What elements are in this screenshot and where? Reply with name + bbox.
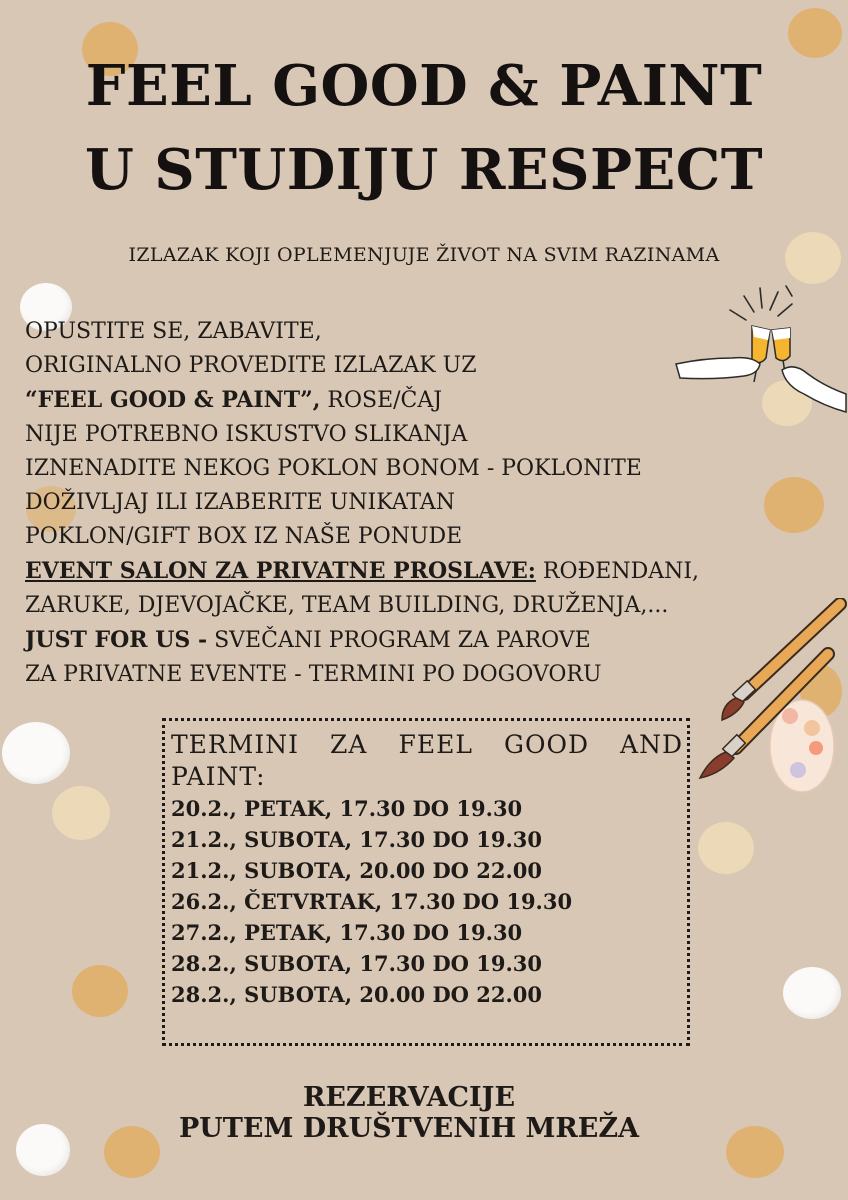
description-line xyxy=(25,623,845,658)
reservation-line-1: REZERVACIJE xyxy=(302,1082,516,1113)
event-salon-heading: EVENT SALON ZA PRIVATNE PROSLAVE: xyxy=(25,558,536,584)
description-line: POKLON/GIFT BOX IZ NAŠE PONUDE xyxy=(25,524,463,549)
schedule-slot: 21.2., SUBOTA, 20.00 DO 22.00 xyxy=(171,858,543,883)
schedule-slot: 26.2., ČETVRTAK, 17.30 DO 19.30 xyxy=(171,889,573,914)
decorative-dot xyxy=(72,965,128,1017)
schedule-box xyxy=(162,718,690,1046)
decorative-dot xyxy=(783,967,841,1019)
reservation-info xyxy=(0,1082,818,1144)
schedule-title: TERMINI ZA FEEL GOOD AND PAINT: xyxy=(171,730,683,791)
just-for-us-heading: JUST FOR US - xyxy=(25,627,208,653)
description-line: ZA PRIVATNE EVENTE - TERMINI PO DOGOVORU xyxy=(25,662,602,687)
description-line: IZNENADITE NEKOG POKLON BONOM - POKLONITE xyxy=(25,456,642,481)
title-line-1: FEEL GOOD & PAINT xyxy=(85,53,763,119)
page-title xyxy=(0,44,848,212)
event-name: “FEEL GOOD & PAINT”, xyxy=(25,387,321,413)
schedule-slot: 27.2., PETAK, 17.30 DO 19.30 xyxy=(171,920,523,945)
schedule-slot: 20.2., PETAK, 17.30 DO 19.30 xyxy=(171,796,523,821)
subtitle: IZLAZAK KOJI OPLEMENJUJE ŽIVOT NA SVIM RAZINAMA xyxy=(128,244,720,266)
drinks-text: ROSE/ČAJ xyxy=(320,388,443,413)
description-line xyxy=(25,554,845,589)
reservation-line-2: PUTEM DRUŠTVENIH MREŽA xyxy=(178,1113,640,1144)
schedule-slot: 21.2., SUBOTA, 17.30 DO 19.30 xyxy=(171,827,543,852)
decorative-dot xyxy=(52,786,110,840)
schedule-slot: 28.2., SUBOTA, 17.30 DO 19.30 xyxy=(171,951,543,976)
schedule-slot: 28.2., SUBOTA, 20.00 DO 22.00 xyxy=(171,982,543,1007)
description xyxy=(25,315,845,692)
title-line-2: U STUDIJU RESPECT xyxy=(84,137,764,203)
decorative-dot xyxy=(698,822,754,874)
description-line: OPUSTITE SE, ZABAVITE, xyxy=(25,319,322,344)
description-line: ZARUKE, DJEVOJAČKE, TEAM BUILDING, DRUŽENJA,... xyxy=(25,593,669,618)
decorative-dot xyxy=(2,722,70,784)
description-line: NIJE POTREBNO ISKUSTVO SLIKANJA xyxy=(25,422,468,447)
event-salon-text: ROĐENDANI, xyxy=(535,559,700,584)
description-line: DOŽIVLJAJ ILI IZABERITE UNIKATAN xyxy=(25,490,456,515)
description-line xyxy=(25,383,845,418)
description-line: ORIGINALNO PROVEDITE IZLAZAK UZ xyxy=(25,353,477,378)
just-for-us-text: SVEČANI PROGRAM ZA PAROVE xyxy=(207,628,591,653)
